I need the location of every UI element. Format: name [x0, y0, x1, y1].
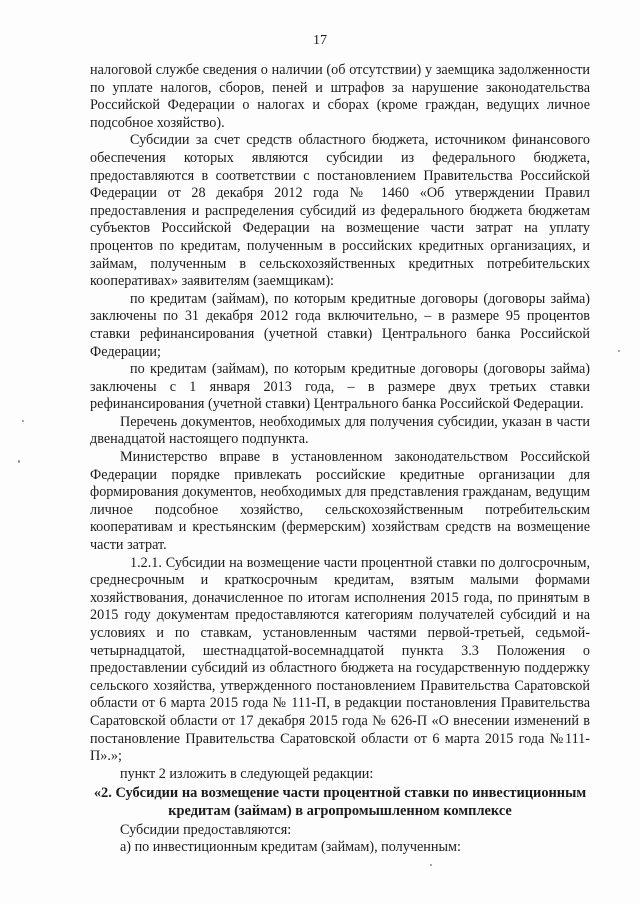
section-heading: «2. Субсидии на возмещение части процентной ставки по инвестиционным кредитам (займам) в агропромышленном комплексе — [93, 785, 587, 819]
paragraph-investment-loans: а) по инвестиционным кредитам (займам), полученным: — [120, 839, 461, 856]
paragraph-1-2-1: 1.2.1. Субсидии на возмещение части процентной ставки по долгосрочным, среднесрочным и краткосрочным кредитам, взятым малыми формами хозяйствования, доначисленное по итогам исполнения 2015 года, по принятым в 2015 году документам предоставляются категориям получателей субсидий и на условиях и по ставкам, установленным частями первой-третьей, седьмой-четырнадцатой, шестнадцатой-восемнадцатой пункта 3.3 Положения о предоставлении субсидий из областного бюджета на государственную поддержку сельского хозяйства, утвержденного постановлением Правительства Саратовской области от 6 марта 2015 года № 111-П, в редакции постановления Правительства Саратовской области от 17 декабря 2015 года № 626-П «О внесении изменений в постановление Правительства Саратовской области от 6 марта 2015 года №111-П».»; — [90, 554, 590, 765]
scan-speck — [430, 864, 432, 866]
paragraph-tax-info: налоговой службе сведения о наличии (об отсутствии) у заемщика задолженности по уплате налогов, сборов, пеней и штрафов за нарушение законодательства Российской Федерации о налогах и сборах (кроме граждан, ведущих личное подсобное хозяйство). — [90, 62, 590, 131]
paragraph-loans-2012: по кредитам (займам), по которым кредитные договоры (договоры займа) заключены по 31 декабря 2012 года включительно, – в размере 95 процентов ставки рефинансирования (учетной ставки) Центрального банка Российской Федерации; — [90, 290, 590, 360]
document-body — [90, 62, 590, 857]
paragraph-point-2-intro: пункт 2 изложить в следующей редакции: — [120, 765, 374, 782]
scan-speck — [18, 460, 20, 463]
paragraph-ministry-rights: Министерство вправе в установленном законодательством Российской Федерации порядке привлекать российские кредитные организации для формирования документов, необходимых для представления гражданам, ведущим личное подсобное хозяйство, сельскохозяйственным потребительским кооперативам и крестьянским (фермерским) хозяйствам средств на возмещение части затрат. — [90, 449, 590, 554]
scan-speck — [618, 350, 620, 352]
paragraph-federal-subsidies: Субсидии за счет средств областного бюджета, источником финансового обеспечения которых являются субсидии из федерального бюджета, предоставляются в соответствии с постановлением Правительства Российской Федерации от 28 декабря 2012 года № 1460 «Об утверждении Правил предоставления и распределения субсидий из федерального бюджета бюджетам субъектов Российской Федерации на возмещение части затрат на уплату процентов по кредитам, полученным в российских кредитных организациях, и займам, полученным в сельскохозяйственных кредитных потребительских кооперативах» заявителям (заемщикам): — [90, 132, 590, 290]
page-number: 17 — [313, 33, 327, 48]
scan-speck — [22, 420, 24, 422]
paragraph-loans-2013: по кредитам (займам), по которым кредитные договоры (договоры займа) заключены с 1 января 2013 года, – в размере двух третьих ставки рефинансирования (учетной ставки) Центрального банка Российской Федерации. — [90, 361, 590, 413]
paragraph-subsidies-provided: Субсидии предоставляются: — [120, 821, 292, 838]
paragraph-documents-list: Перечень документов, необходимых для получения субсидии, указан в части двенадцатой настоящего подпункта. — [90, 413, 590, 448]
